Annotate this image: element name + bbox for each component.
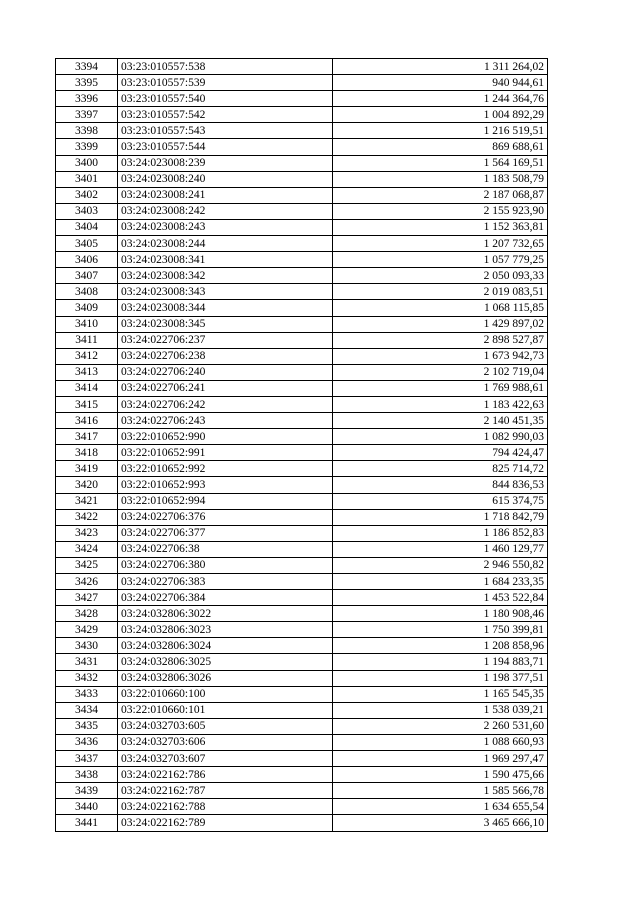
cadastral-number-cell: 03:24:022706:242 [118, 396, 333, 412]
table-row [56, 380, 548, 396]
cadastral-number-cell: 03:23:010557:543 [118, 123, 333, 139]
row-number-cell: 3394 [56, 59, 118, 75]
row-number-cell: 3427 [56, 590, 118, 606]
cadastral-value-cell: 1 183 508,79 [333, 171, 548, 187]
table-row [56, 268, 548, 284]
table-body [56, 59, 548, 832]
table-row [56, 332, 548, 348]
cadastral-number-cell: 03:24:022706:376 [118, 509, 333, 525]
row-number-cell: 3438 [56, 767, 118, 783]
cadastral-value-cell: 2 019 083,51 [333, 284, 548, 300]
cadastral-value-cell: 1 004 892,29 [333, 107, 548, 123]
row-number-cell: 3395 [56, 75, 118, 91]
row-number-cell: 3412 [56, 348, 118, 364]
cadastral-number-cell: 03:24:022706:383 [118, 574, 333, 590]
cadastral-number-cell: 03:24:022162:786 [118, 767, 333, 783]
cadastral-value-cell: 869 688,61 [333, 139, 548, 155]
table-row [56, 364, 548, 380]
cadastral-value-cell: 1 585 566,78 [333, 783, 548, 799]
cadastral-number-cell: 03:24:032806:3024 [118, 638, 333, 654]
cadastral-number-cell: 03:22:010660:101 [118, 702, 333, 718]
table-row [56, 461, 548, 477]
cadastral-value-cell: 3 465 666,10 [333, 815, 548, 831]
cadastral-number-cell: 03:24:023008:345 [118, 316, 333, 332]
cadastral-number-cell: 03:24:023008:244 [118, 236, 333, 252]
cadastral-value-cell: 2 187 068,87 [333, 187, 548, 203]
table-row [56, 219, 548, 235]
cadastral-value-cell: 2 102 719,04 [333, 364, 548, 380]
cadastral-number-cell: 03:22:010652:991 [118, 445, 333, 461]
cadastral-value-cell: 1 244 364,76 [333, 91, 548, 107]
table-row [56, 171, 548, 187]
cadastral-number-cell: 03:24:023008:242 [118, 203, 333, 219]
cadastral-value-cell: 2 140 451,35 [333, 413, 548, 429]
cadastral-value-cell: 940 944,61 [333, 75, 548, 91]
row-number-cell: 3420 [56, 477, 118, 493]
cadastral-number-cell: 03:22:010660:100 [118, 686, 333, 702]
table-row [56, 429, 548, 445]
cadastral-value-cell: 1 152 363,81 [333, 219, 548, 235]
cadastral-number-cell: 03:24:022706:380 [118, 557, 333, 573]
row-number-cell: 3399 [56, 139, 118, 155]
table-row [56, 654, 548, 670]
cadastral-value-cell: 1 311 264,02 [333, 59, 548, 75]
row-number-cell: 3409 [56, 300, 118, 316]
cadastral-number-cell: 03:24:022706:38 [118, 541, 333, 557]
cadastral-value-cell: 1 194 883,71 [333, 654, 548, 670]
row-number-cell: 3428 [56, 606, 118, 622]
table-row [56, 75, 548, 91]
cadastral-value-cell: 2 898 527,87 [333, 332, 548, 348]
cadastral-number-cell: 03:22:010652:994 [118, 493, 333, 509]
cadastral-value-cell: 1 082 990,03 [333, 429, 548, 445]
cadastral-value-cell: 2 050 093,33 [333, 268, 548, 284]
cadastral-number-cell: 03:24:022706:384 [118, 590, 333, 606]
cadastral-number-cell: 03:24:023008:241 [118, 187, 333, 203]
cadastral-value-cell: 1 068 115,85 [333, 300, 548, 316]
cadastral-number-cell: 03:24:022706:237 [118, 332, 333, 348]
cadastral-value-cell: 1 207 732,65 [333, 236, 548, 252]
table-row [56, 670, 548, 686]
row-number-cell: 3396 [56, 91, 118, 107]
cadastral-value-cell: 1 183 422,63 [333, 396, 548, 412]
cadastral-value-cell: 1 769 988,61 [333, 380, 548, 396]
row-number-cell: 3416 [56, 413, 118, 429]
table-row [56, 606, 548, 622]
table-row [56, 252, 548, 268]
cadastral-value-cell: 1 460 129,77 [333, 541, 548, 557]
cadastral-value-cell: 1 673 942,73 [333, 348, 548, 364]
cadastral-number-cell: 03:23:010557:544 [118, 139, 333, 155]
cadastral-number-cell: 03:22:010652:992 [118, 461, 333, 477]
cadastral-number-cell: 03:23:010557:542 [118, 107, 333, 123]
cadastral-value-cell: 1 538 039,21 [333, 702, 548, 718]
cadastral-value-cell: 1 750 399,81 [333, 622, 548, 638]
table-row [56, 203, 548, 219]
table-row [56, 574, 548, 590]
row-number-cell: 3417 [56, 429, 118, 445]
table-row [56, 187, 548, 203]
table-row [56, 718, 548, 734]
row-number-cell: 3436 [56, 734, 118, 750]
table-row [56, 155, 548, 171]
cadastral-number-cell: 03:23:010557:540 [118, 91, 333, 107]
cadastral-value-table [55, 58, 548, 832]
row-number-cell: 3402 [56, 187, 118, 203]
table-row [56, 590, 548, 606]
cadastral-number-cell: 03:24:022706:238 [118, 348, 333, 364]
cadastral-number-cell: 03:24:032703:605 [118, 718, 333, 734]
row-number-cell: 3414 [56, 380, 118, 396]
row-number-cell: 3424 [56, 541, 118, 557]
row-number-cell: 3403 [56, 203, 118, 219]
cadastral-number-cell: 03:24:023008:343 [118, 284, 333, 300]
row-number-cell: 3426 [56, 574, 118, 590]
table-row [56, 396, 548, 412]
row-number-cell: 3431 [56, 654, 118, 670]
table-row [56, 622, 548, 638]
cadastral-number-cell: 03:24:032703:607 [118, 751, 333, 767]
row-number-cell: 3419 [56, 461, 118, 477]
row-number-cell: 3415 [56, 396, 118, 412]
cadastral-number-cell: 03:22:010652:990 [118, 429, 333, 445]
cadastral-value-cell: 1 590 475,66 [333, 767, 548, 783]
table-row [56, 541, 548, 557]
table-row [56, 316, 548, 332]
cadastral-value-cell: 1 969 297,47 [333, 751, 548, 767]
row-number-cell: 3397 [56, 107, 118, 123]
cadastral-value-cell: 1 564 169,51 [333, 155, 548, 171]
cadastral-number-cell: 03:24:032703:606 [118, 734, 333, 750]
table-row [56, 91, 548, 107]
row-number-cell: 3401 [56, 171, 118, 187]
cadastral-value-cell: 1 180 908,46 [333, 606, 548, 622]
table-row [56, 284, 548, 300]
cadastral-number-cell: 03:24:023008:341 [118, 252, 333, 268]
row-number-cell: 3437 [56, 751, 118, 767]
cadastral-number-cell: 03:22:010652:993 [118, 477, 333, 493]
table-row [56, 107, 548, 123]
cadastral-number-cell: 03:23:010557:539 [118, 75, 333, 91]
table-row [56, 686, 548, 702]
row-number-cell: 3421 [56, 493, 118, 509]
row-number-cell: 3423 [56, 525, 118, 541]
table-row [56, 477, 548, 493]
row-number-cell: 3400 [56, 155, 118, 171]
row-number-cell: 3418 [56, 445, 118, 461]
cadastral-number-cell: 03:24:023008:239 [118, 155, 333, 171]
row-number-cell: 3407 [56, 268, 118, 284]
cadastral-value-cell: 1 057 779,25 [333, 252, 548, 268]
cadastral-value-cell: 1 208 858,96 [333, 638, 548, 654]
row-number-cell: 3408 [56, 284, 118, 300]
table-row [56, 236, 548, 252]
cadastral-value-cell: 1 453 522,84 [333, 590, 548, 606]
table-row [56, 348, 548, 364]
table-row [56, 525, 548, 541]
cadastral-number-cell: 03:24:022162:787 [118, 783, 333, 799]
table-row [56, 783, 548, 799]
cadastral-value-cell: 615 374,75 [333, 493, 548, 509]
table-row [56, 734, 548, 750]
row-number-cell: 3406 [56, 252, 118, 268]
row-number-cell: 3398 [56, 123, 118, 139]
table-row [56, 300, 548, 316]
cadastral-number-cell: 03:24:022706:377 [118, 525, 333, 541]
cadastral-number-cell: 03:24:022706:240 [118, 364, 333, 380]
cadastral-value-cell: 2 946 550,82 [333, 557, 548, 573]
table-row [56, 767, 548, 783]
row-number-cell: 3404 [56, 219, 118, 235]
cadastral-value-cell: 1 088 660,93 [333, 734, 548, 750]
cadastral-value-cell: 1 198 377,51 [333, 670, 548, 686]
cadastral-number-cell: 03:24:032806:3026 [118, 670, 333, 686]
cadastral-number-cell: 03:24:032806:3025 [118, 654, 333, 670]
row-number-cell: 3429 [56, 622, 118, 638]
row-number-cell: 3441 [56, 815, 118, 831]
row-number-cell: 3433 [56, 686, 118, 702]
cadastral-value-cell: 1 684 233,35 [333, 574, 548, 590]
cadastral-value-cell: 1 165 545,35 [333, 686, 548, 702]
row-number-cell: 3434 [56, 702, 118, 718]
row-number-cell: 3405 [56, 236, 118, 252]
row-number-cell: 3410 [56, 316, 118, 332]
cadastral-number-cell: 03:24:022162:788 [118, 799, 333, 815]
cadastral-number-cell: 03:24:023008:240 [118, 171, 333, 187]
row-number-cell: 3425 [56, 557, 118, 573]
table-row [56, 638, 548, 654]
row-number-cell: 3435 [56, 718, 118, 734]
cadastral-value-cell: 2 260 531,60 [333, 718, 548, 734]
cadastral-number-cell: 03:24:032806:3022 [118, 606, 333, 622]
row-number-cell: 3411 [56, 332, 118, 348]
table-row [56, 815, 548, 831]
cadastral-number-cell: 03:24:032806:3023 [118, 622, 333, 638]
table-row [56, 139, 548, 155]
cadastral-value-cell: 794 424,47 [333, 445, 548, 461]
cadastral-value-cell: 844 836,53 [333, 477, 548, 493]
table-row [56, 702, 548, 718]
table-row [56, 509, 548, 525]
cadastral-number-cell: 03:24:023008:342 [118, 268, 333, 284]
cadastral-value-cell: 2 155 923,90 [333, 203, 548, 219]
row-number-cell: 3432 [56, 670, 118, 686]
table-row [56, 59, 548, 75]
row-number-cell: 3430 [56, 638, 118, 654]
cadastral-value-cell: 1 718 842,79 [333, 509, 548, 525]
cadastral-number-cell: 03:24:022706:241 [118, 380, 333, 396]
cadastral-value-cell: 1 429 897,02 [333, 316, 548, 332]
row-number-cell: 3439 [56, 783, 118, 799]
cadastral-number-cell: 03:24:022162:789 [118, 815, 333, 831]
row-number-cell: 3440 [56, 799, 118, 815]
cadastral-number-cell: 03:24:023008:344 [118, 300, 333, 316]
table-row [56, 557, 548, 573]
cadastral-value-cell: 1 634 655,54 [333, 799, 548, 815]
cadastral-number-cell: 03:24:022706:243 [118, 413, 333, 429]
table-row [56, 751, 548, 767]
cadastral-value-cell: 1 216 519,51 [333, 123, 548, 139]
table-row [56, 445, 548, 461]
table-row [56, 413, 548, 429]
row-number-cell: 3413 [56, 364, 118, 380]
row-number-cell: 3422 [56, 509, 118, 525]
cadastral-number-cell: 03:23:010557:538 [118, 59, 333, 75]
cadastral-value-cell: 1 186 852,83 [333, 525, 548, 541]
table-row [56, 799, 548, 815]
table-row [56, 123, 548, 139]
cadastral-number-cell: 03:24:023008:243 [118, 219, 333, 235]
cadastral-value-cell: 825 714,72 [333, 461, 548, 477]
table-row [56, 493, 548, 509]
